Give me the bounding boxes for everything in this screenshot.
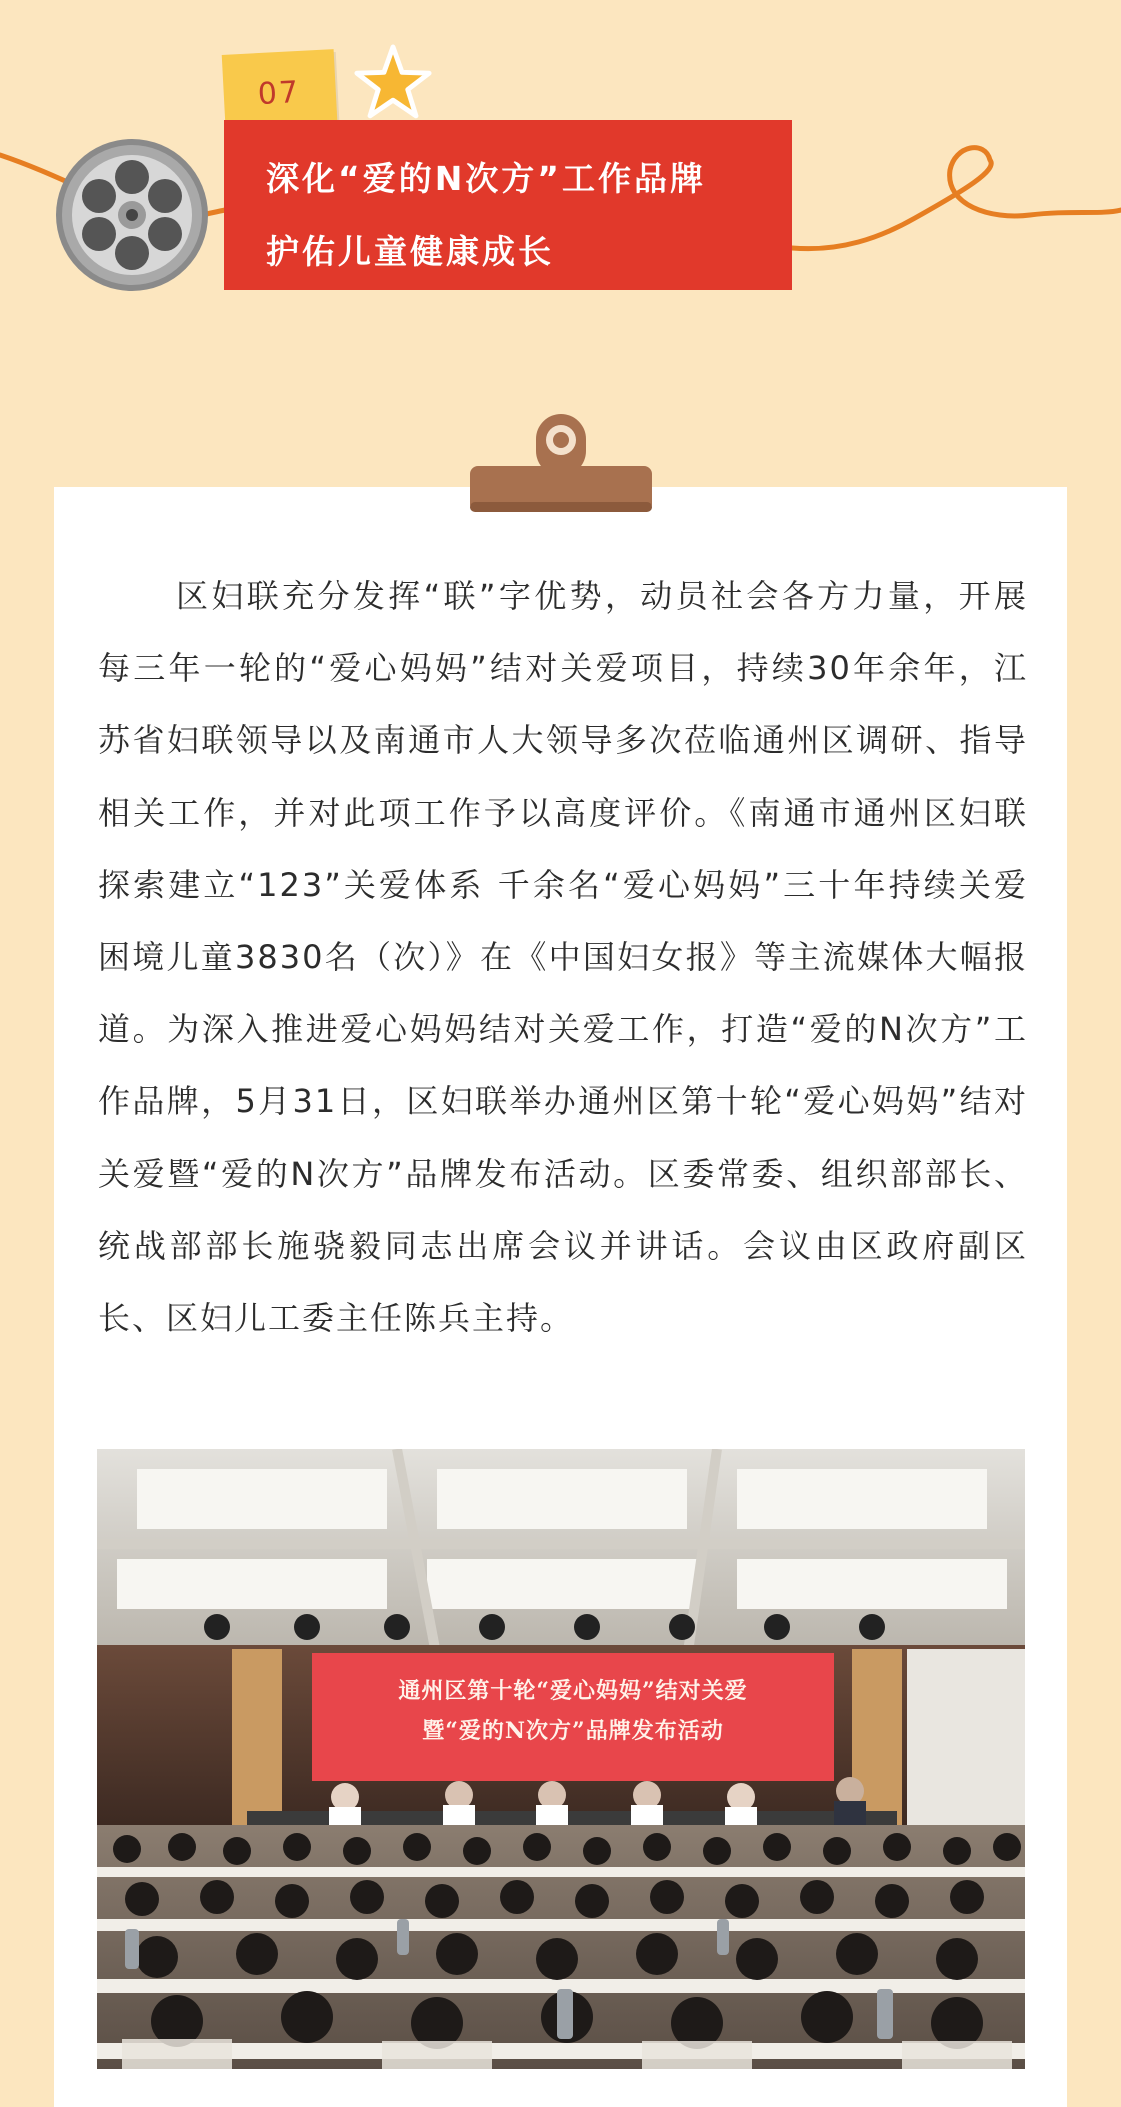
- photo-banner-line-1: 通州区第十轮“爱心妈妈”结对关爱: [398, 1678, 748, 1704]
- binder-clip-icon: [470, 412, 652, 516]
- section-title-box: [224, 120, 792, 290]
- star-icon: [352, 42, 434, 124]
- section-title-line-2: 护佑儿童健康成长: [266, 232, 554, 271]
- article-paragraph: 区妇联充分发挥“联”字优势，动员社会各方力量，开展每三年一轮的“爱心妈妈”结对关爱项目，持续30年余年，江苏省妇联领导以及南通市人大领导多次莅临通州区调研、指导相关工作，并对此项工作予以高度评价。《南通市通州区妇联探索建立“123”关爱体系 千余名“爱心妈妈”三十年持续关爱困境儿童3830名（次）》在《中国妇女报》等主流媒体大幅报道。为深入推进爱心妈妈结对关爱工作，打造“爱的N次方”工作品牌，5月31日，区妇联举办通州区第十轮“爱心妈妈”结对关爱暨“爱的N次方”品牌发布活动。区委常委、组织部部长、统战部部长施骁毅同志出席会议并讲话。会议由区政府副区长、区妇儿工委主任陈兵主持。: [98, 577, 1028, 1338]
- photo-banner-line-2: 暨“爱的N次方”品牌发布活动: [422, 1718, 724, 1744]
- section-number: 07: [256, 74, 301, 113]
- event-photo: [97, 1449, 1025, 2069]
- photo-banner: [312, 1653, 834, 1781]
- section-title-line-1: 深化“爱的N次方”工作品牌: [266, 159, 706, 198]
- film-reel-icon: [52, 135, 212, 295]
